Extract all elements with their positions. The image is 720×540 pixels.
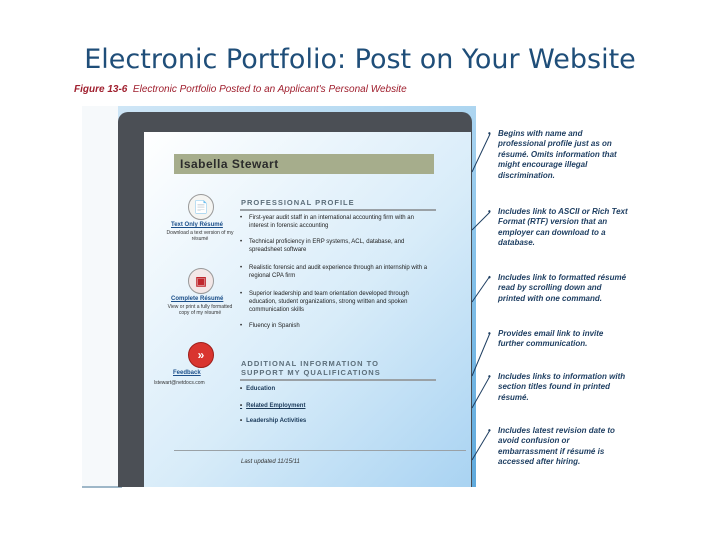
profile-item: • First-year audit staff in an international accounting firm with an interest in forensic accounting [240,215,414,229]
double-chevron-icon[interactable]: » [188,342,214,368]
text-only-resume-link[interactable]: Text Only Résumé [171,222,223,228]
profile-item: • Technical proficiency in ERP systems, ACL, database, and spreadsheet software [240,239,405,253]
figure-label: Figure 13-6 [74,84,128,95]
document-icon[interactable]: 📄 [188,194,214,220]
leader-line [472,333,490,376]
leader-line [472,134,490,172]
pdf-document-icon[interactable]: ▣ [188,268,214,294]
qualification-link-leadership[interactable]: • Leadership Activities [240,418,307,424]
feedback-link[interactable]: Feedback [173,370,201,376]
figure-caption-text: Electronic Portfolio Posted to an Applicant's Personal Website [132,84,407,95]
profile-heading: PROFESSIONAL PROFILE [241,198,355,207]
applicant-name: Isabella Stewart [180,157,279,171]
qualification-link-education[interactable]: • Education [240,386,276,392]
qualifications-heading: ADDITIONAL INFORMATION TO SUPPORT MY QUALIFICATIONS [241,359,381,377]
complete-resume-link[interactable]: Complete Résumé [171,296,224,302]
profile-item: • Superior leadership and team orientation developed through education, student organizations, strong written and spoken communication skills [240,291,409,313]
feedback-email[interactable]: lstewart@netdocs.com [154,380,205,386]
annotation-email-link: • Provides email link to invite further communication. [488,329,604,349]
annotation-revision-date: • Includes latest revision date to avoid confusion or embarrassment if résumé is accessed after hiring. [488,426,615,467]
annotation-ascii-link: • Includes link to ASCII or Rich Text Format (RTF) version that an employer can download to a database. [488,207,628,248]
annotation-formatted-resume: • Includes link to formatted résumé read by scrolling down and printed with one command. [488,273,627,303]
annotation-name-profile: • Begins with name and professional profile just as on résumé. Omits information that might encourage illegal discrimination. [488,129,617,180]
annotation-section-links: • Includes links to information with section titles found in printed résumé. [488,372,626,402]
qualification-link-related-employment[interactable]: • Related Employment [240,403,306,409]
profile-item: • Realistic forensic and audit experience through an internship with a regional CPA firm [240,265,428,279]
last-updated: Last updated 11/15/11 [241,459,300,465]
complete-resume-desc: View or print a fully formatted copy of my résumé [167,304,233,316]
slide-title: Electronic Portfolio: Post on Your Website [84,44,636,75]
profile-item: • Fluency in Spanish [240,323,300,329]
text-only-resume-desc: Download a text version of my résumé [166,230,234,242]
